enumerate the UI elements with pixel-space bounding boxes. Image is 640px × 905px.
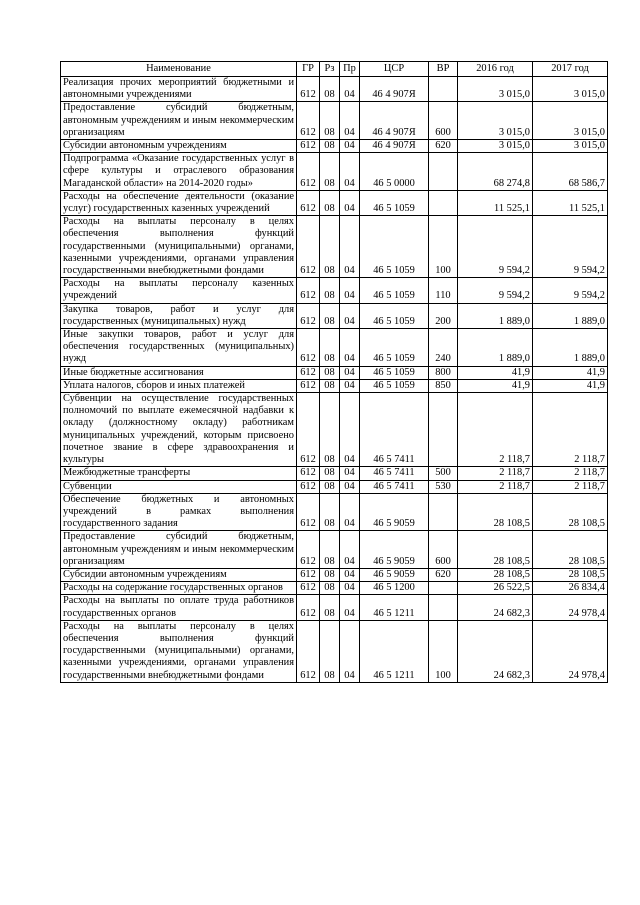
row-csr-cell: 46 4 907Я — [360, 140, 429, 153]
row-pr-cell: 04 — [340, 620, 360, 682]
row-rz-cell: 08 — [320, 303, 340, 328]
row-gr-cell: 612 — [297, 303, 320, 328]
row-vr-cell — [429, 595, 458, 620]
table-row — [61, 303, 608, 328]
row-gr-cell: 612 — [297, 329, 320, 367]
row-2016-cell: 2 118,7 — [458, 393, 533, 467]
row-name-cell: Субсидии автономным учреждениям — [61, 140, 297, 153]
row-gr-cell: 612 — [297, 531, 320, 569]
row-name-cell: Расходы на содержание государственных органов — [61, 582, 297, 595]
table-row — [61, 140, 608, 153]
row-csr-cell: 46 5 0000 — [360, 153, 429, 191]
row-vr-cell — [429, 582, 458, 595]
table-row — [61, 480, 608, 493]
header-name: Наименование — [61, 62, 297, 77]
row-name-cell: Субсидии автономным учреждениям — [61, 568, 297, 581]
row-csr-cell: 46 5 1211 — [360, 595, 429, 620]
row-2016-cell: 2 118,7 — [458, 480, 533, 493]
row-vr-cell: 850 — [429, 379, 458, 392]
row-2017-cell: 2 118,7 — [533, 467, 608, 480]
table-body — [61, 77, 608, 683]
row-rz-cell: 08 — [320, 366, 340, 379]
row-2016-cell: 1 889,0 — [458, 329, 533, 367]
row-gr-cell: 612 — [297, 595, 320, 620]
table-row — [61, 216, 608, 278]
row-name-cell: Реализация прочих мероприятий бюджетными и автономными учреждениями — [61, 77, 297, 102]
row-csr-cell: 46 4 907Я — [360, 77, 429, 102]
row-vr-cell — [429, 77, 458, 102]
row-rz-cell: 08 — [320, 153, 340, 191]
row-gr-cell: 612 — [297, 140, 320, 153]
row-csr-cell: 46 5 9059 — [360, 568, 429, 581]
row-csr-cell: 46 5 1059 — [360, 329, 429, 367]
row-pr-cell: 04 — [340, 102, 360, 140]
row-2017-cell: 41,9 — [533, 366, 608, 379]
row-2017-cell: 11 525,1 — [533, 190, 608, 215]
row-rz-cell: 08 — [320, 568, 340, 581]
row-gr-cell: 612 — [297, 278, 320, 303]
row-vr-cell: 620 — [429, 140, 458, 153]
row-pr-cell: 04 — [340, 366, 360, 379]
table-row — [61, 329, 608, 367]
table-row — [61, 190, 608, 215]
row-vr-cell: 600 — [429, 531, 458, 569]
row-2016-cell: 3 015,0 — [458, 102, 533, 140]
row-gr-cell: 612 — [297, 393, 320, 467]
row-name-cell: Расходы на выплаты по оплате труда работников государственных органов — [61, 595, 297, 620]
row-name-cell: Обеспечение бюджетных и автономных учреждений в рамках выполнения государственного задания — [61, 493, 297, 531]
row-gr-cell: 612 — [297, 620, 320, 682]
row-pr-cell: 04 — [340, 568, 360, 581]
row-vr-cell: 100 — [429, 620, 458, 682]
row-2016-cell: 41,9 — [458, 366, 533, 379]
row-rz-cell: 08 — [320, 393, 340, 467]
row-2017-cell: 26 834,4 — [533, 582, 608, 595]
row-name-cell: Предоставление субсидий бюджетным, автономным учреждениям и иным некоммерческим организациям — [61, 531, 297, 569]
row-vr-cell — [429, 393, 458, 467]
table-row — [61, 278, 608, 303]
row-2017-cell: 28 108,5 — [533, 493, 608, 531]
row-vr-cell: 600 — [429, 102, 458, 140]
row-2016-cell: 28 108,5 — [458, 531, 533, 569]
row-2017-cell: 24 978,4 — [533, 620, 608, 682]
row-2016-cell: 26 522,5 — [458, 582, 533, 595]
row-vr-cell — [429, 153, 458, 191]
row-gr-cell: 612 — [297, 102, 320, 140]
row-2016-cell: 9 594,2 — [458, 278, 533, 303]
row-name-cell: Субвенции — [61, 480, 297, 493]
row-vr-cell — [429, 493, 458, 531]
row-gr-cell: 612 — [297, 366, 320, 379]
row-rz-cell: 08 — [320, 620, 340, 682]
row-name-cell: Расходы на выплаты персоналу в целях обеспечения выполнения функций государственными (муниципальными) органами, казенными учреждениями, органами управления государственными внебюджетными фондами — [61, 620, 297, 682]
row-vr-cell: 500 — [429, 467, 458, 480]
row-pr-cell: 04 — [340, 329, 360, 367]
row-2017-cell: 1 889,0 — [533, 329, 608, 367]
row-name-cell: Закупка товаров, работ и услуг для государственных (муниципальных) нужд — [61, 303, 297, 328]
row-gr-cell: 612 — [297, 467, 320, 480]
row-2017-cell: 68 586,7 — [533, 153, 608, 191]
row-pr-cell: 04 — [340, 77, 360, 102]
row-rz-cell: 08 — [320, 493, 340, 531]
row-vr-cell: 100 — [429, 216, 458, 278]
header-csr: ЦСР — [360, 62, 429, 77]
row-pr-cell: 04 — [340, 531, 360, 569]
row-pr-cell: 04 — [340, 303, 360, 328]
row-2017-cell: 24 978,4 — [533, 595, 608, 620]
row-name-cell: Уплата налогов, сборов и иных платежей — [61, 379, 297, 392]
row-pr-cell: 04 — [340, 278, 360, 303]
header-2016: 2016 год — [458, 62, 533, 77]
row-pr-cell: 04 — [340, 595, 360, 620]
row-pr-cell: 04 — [340, 493, 360, 531]
row-gr-cell: 612 — [297, 568, 320, 581]
row-pr-cell: 04 — [340, 393, 360, 467]
row-gr-cell: 612 — [297, 153, 320, 191]
row-vr-cell: 200 — [429, 303, 458, 328]
row-gr-cell: 612 — [297, 77, 320, 102]
row-vr-cell: 110 — [429, 278, 458, 303]
table-row — [61, 366, 608, 379]
table-row — [61, 620, 608, 682]
row-gr-cell: 612 — [297, 582, 320, 595]
row-csr-cell: 46 5 7411 — [360, 467, 429, 480]
row-2016-cell: 3 015,0 — [458, 140, 533, 153]
row-pr-cell: 04 — [340, 190, 360, 215]
row-vr-cell: 530 — [429, 480, 458, 493]
row-2017-cell: 3 015,0 — [533, 102, 608, 140]
row-2017-cell: 3 015,0 — [533, 77, 608, 102]
row-name-cell: Подпрограмма «Оказание государственных услуг в сфере культуры и отраслевого образования Магаданской области» на 2014-2020 годы» — [61, 153, 297, 191]
header-vr: ВР — [429, 62, 458, 77]
row-2017-cell: 9 594,2 — [533, 278, 608, 303]
row-rz-cell: 08 — [320, 467, 340, 480]
header-2017: 2017 год — [533, 62, 608, 77]
row-pr-cell: 04 — [340, 379, 360, 392]
row-2016-cell: 3 015,0 — [458, 77, 533, 102]
budget-table — [60, 61, 608, 683]
row-rz-cell: 08 — [320, 140, 340, 153]
row-rz-cell: 08 — [320, 531, 340, 569]
row-csr-cell: 46 5 9059 — [360, 493, 429, 531]
row-csr-cell: 46 5 1059 — [360, 379, 429, 392]
row-vr-cell: 240 — [429, 329, 458, 367]
row-csr-cell: 46 5 1059 — [360, 366, 429, 379]
row-2016-cell: 28 108,5 — [458, 493, 533, 531]
row-2016-cell: 68 274,8 — [458, 153, 533, 191]
row-rz-cell: 08 — [320, 480, 340, 493]
row-pr-cell: 04 — [340, 140, 360, 153]
table-row — [61, 77, 608, 102]
row-pr-cell: 04 — [340, 153, 360, 191]
row-rz-cell: 08 — [320, 379, 340, 392]
row-2017-cell: 28 108,5 — [533, 568, 608, 581]
table-row — [61, 568, 608, 581]
table-row — [61, 379, 608, 392]
row-2017-cell: 3 015,0 — [533, 140, 608, 153]
row-csr-cell: 46 5 1059 — [360, 278, 429, 303]
row-vr-cell: 800 — [429, 366, 458, 379]
row-name-cell: Иные закупки товаров, работ и услуг для обеспечения государственных (муниципальных) нужд — [61, 329, 297, 367]
row-csr-cell: 46 5 1211 — [360, 620, 429, 682]
row-2017-cell: 2 118,7 — [533, 393, 608, 467]
row-rz-cell: 08 — [320, 102, 340, 140]
row-2016-cell: 11 525,1 — [458, 190, 533, 215]
header-rz: Рз — [320, 62, 340, 77]
row-name-cell: Субвенции на осуществление государственных полномочий по выплате ежемесячной надбавки к окладу (должностному окладу) работникам муниципальных учреждений, которым присвоено почетное звание в сфере здравоохранения и культуры — [61, 393, 297, 467]
row-vr-cell: 620 — [429, 568, 458, 581]
row-rz-cell: 08 — [320, 190, 340, 215]
table-header-row — [61, 62, 608, 77]
row-name-cell: Межбюджетные трансферты — [61, 467, 297, 480]
table-row — [61, 493, 608, 531]
row-pr-cell: 04 — [340, 216, 360, 278]
row-rz-cell: 08 — [320, 216, 340, 278]
row-csr-cell: 46 4 907Я — [360, 102, 429, 140]
row-csr-cell: 46 5 7411 — [360, 480, 429, 493]
row-rz-cell: 08 — [320, 77, 340, 102]
row-vr-cell — [429, 190, 458, 215]
row-rz-cell: 08 — [320, 595, 340, 620]
row-2017-cell: 1 889,0 — [533, 303, 608, 328]
table-row — [61, 153, 608, 191]
row-2016-cell: 24 682,3 — [458, 620, 533, 682]
table-row — [61, 595, 608, 620]
row-csr-cell: 46 5 7411 — [360, 393, 429, 467]
row-2016-cell: 2 118,7 — [458, 467, 533, 480]
row-csr-cell: 46 5 9059 — [360, 531, 429, 569]
table-row — [61, 393, 608, 467]
table-row — [61, 582, 608, 595]
row-name-cell: Иные бюджетные ассигнования — [61, 366, 297, 379]
row-name-cell: Расходы на обеспечение деятельности (оказание услуг) государственных казенных учреждений — [61, 190, 297, 215]
row-csr-cell: 46 5 1200 — [360, 582, 429, 595]
row-gr-cell: 612 — [297, 216, 320, 278]
row-2016-cell: 24 682,3 — [458, 595, 533, 620]
row-gr-cell: 612 — [297, 480, 320, 493]
row-name-cell: Расходы на выплаты персоналу в целях обеспечения выполнения функций государственными (муниципальными) органами, казенными учреждениями, органами управления государственными внебюджетными фондами — [61, 216, 297, 278]
row-2016-cell: 41,9 — [458, 379, 533, 392]
row-2017-cell: 28 108,5 — [533, 531, 608, 569]
row-2017-cell: 9 594,2 — [533, 216, 608, 278]
row-pr-cell: 04 — [340, 467, 360, 480]
row-csr-cell: 46 5 1059 — [360, 190, 429, 215]
header-gr: ГР — [297, 62, 320, 77]
row-rz-cell: 08 — [320, 582, 340, 595]
row-gr-cell: 612 — [297, 493, 320, 531]
table-row — [61, 467, 608, 480]
row-gr-cell: 612 — [297, 379, 320, 392]
row-2017-cell: 2 118,7 — [533, 480, 608, 493]
row-csr-cell: 46 5 1059 — [360, 216, 429, 278]
row-name-cell: Предоставление субсидий бюджетным, автономным учреждениям и иным некоммерческим организациям — [61, 102, 297, 140]
row-2016-cell: 1 889,0 — [458, 303, 533, 328]
row-name-cell: Расходы на выплаты персоналу казенных учреждений — [61, 278, 297, 303]
row-pr-cell: 04 — [340, 582, 360, 595]
row-gr-cell: 612 — [297, 190, 320, 215]
row-rz-cell: 08 — [320, 278, 340, 303]
row-2017-cell: 41,9 — [533, 379, 608, 392]
header-pr: Пр — [340, 62, 360, 77]
row-csr-cell: 46 5 1059 — [360, 303, 429, 328]
row-rz-cell: 08 — [320, 329, 340, 367]
table-row — [61, 531, 608, 569]
row-pr-cell: 04 — [340, 480, 360, 493]
row-2016-cell: 9 594,2 — [458, 216, 533, 278]
table-row — [61, 102, 608, 140]
row-2016-cell: 28 108,5 — [458, 568, 533, 581]
